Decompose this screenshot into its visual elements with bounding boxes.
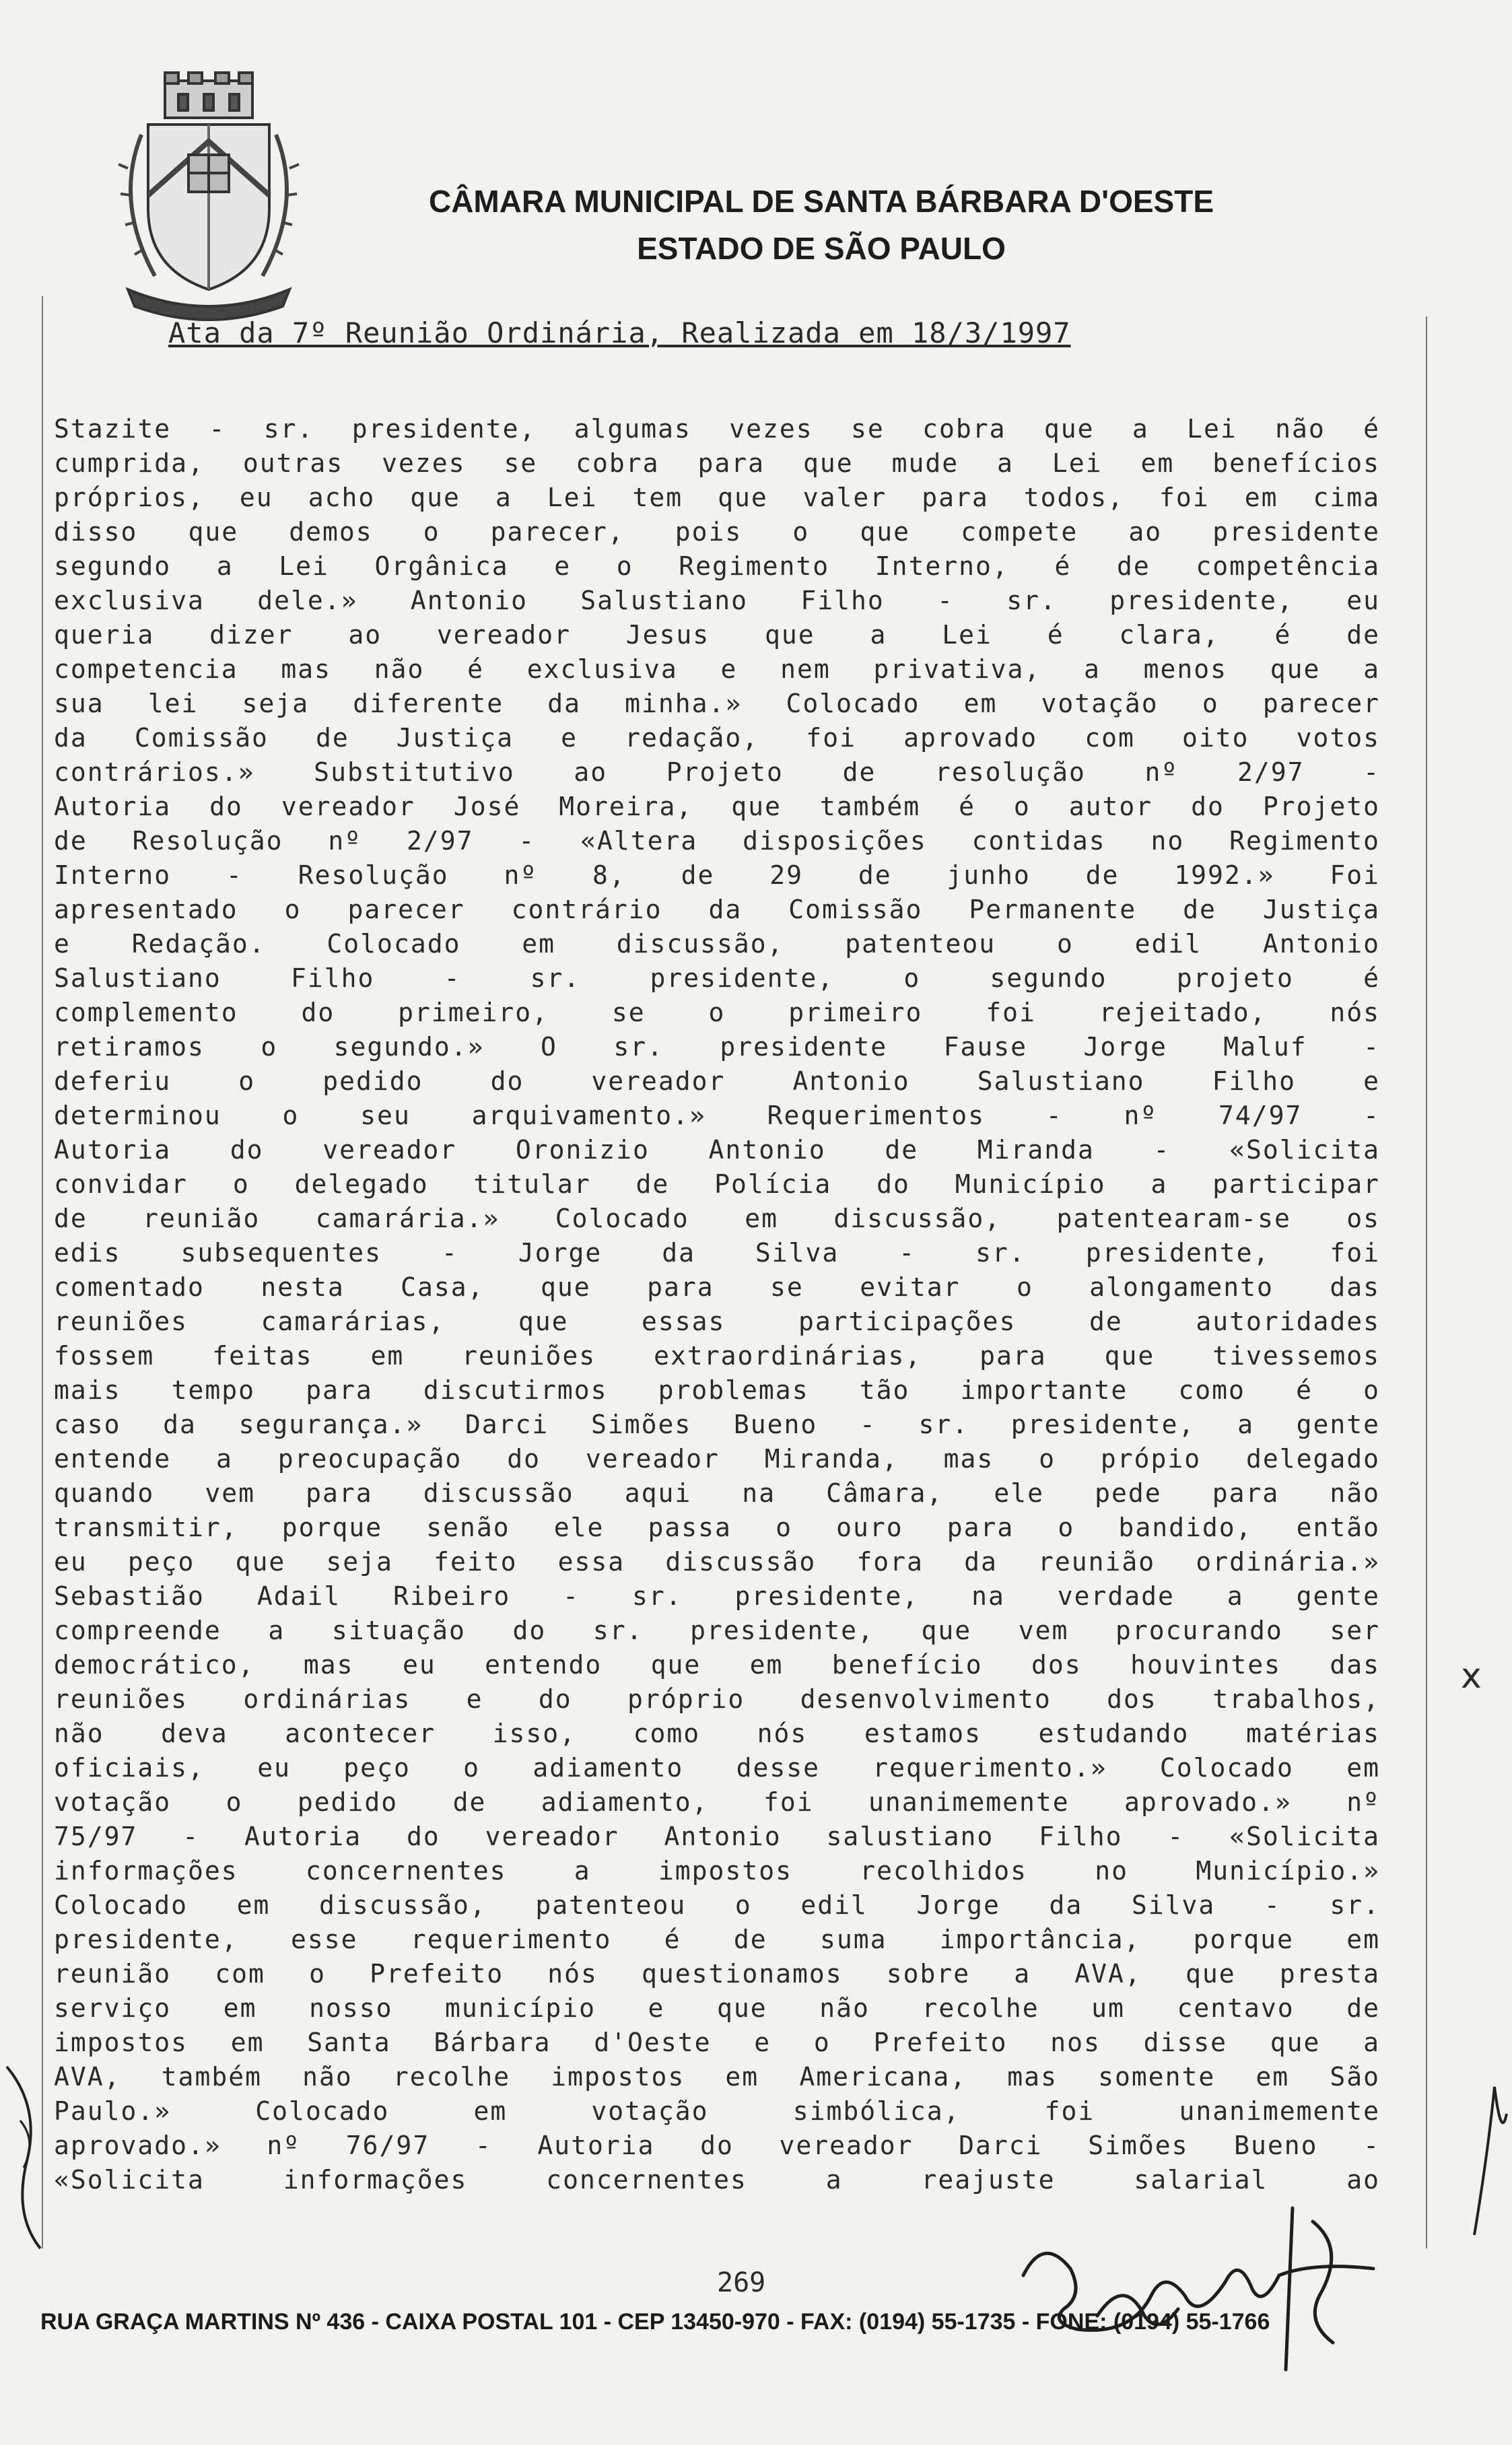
text-line: Paulo.» Colocado em votação simbólica, foi unanimemente <box>54 2096 1380 2126</box>
text-line: quando vem para discussão aqui na Câmara, ele pede para não <box>54 1478 1380 1508</box>
text-line: reuniões camarárias, que essas participações de autoridades <box>54 1307 1380 1336</box>
text-line: Colocado em discussão, patenteou o edil Jorge da Silva - sr. <box>54 1890 1380 1920</box>
text-line: Interno - Resolução nº 8, de 29 de junho de 1992.» Foi <box>54 860 1380 890</box>
text-line: impostos em Santa Bárbara d'Oeste e o Prefeito nos disse que a <box>54 2028 1380 2057</box>
text-line: reunião com o Prefeito nós questionamos sobre a AVA, que presta <box>54 1959 1380 1989</box>
text-line: Autoria do vereador José Moreira, que também é o autor do Projeto <box>54 792 1380 821</box>
left-margin-rule <box>42 296 43 2248</box>
text-line: de reunião camarária.» Colocado em discussão, patentearam-se os <box>54 1204 1380 1233</box>
text-line: comentado nesta Casa, que para se evitar o alongamento das <box>54 1272 1380 1302</box>
text-line: deferiu o pedido do vereador Antonio Salustiano Filho e <box>54 1066 1380 1096</box>
text-line: transmitir, porque senão ele passa o ouro para o bandido, então <box>54 1513 1380 1542</box>
text-line: aprovado.» nº 76/97 - Autoria do vereador Darci Simões Bueno - <box>54 2131 1380 2160</box>
text-line: e Redação. Colocado em discussão, patenteou o edil Antonio <box>54 929 1380 959</box>
text-line: retiramos o segundo.» O sr. presidente Fause Jorge Maluf - <box>54 1032 1380 1062</box>
text-line: convidar o delegado titular de Polícia do Município a participar <box>54 1169 1380 1199</box>
text-line: cumprida, outras vezes se cobra para que mude a Lei em benefícios <box>54 448 1380 478</box>
text-line: competencia mas não é exclusiva e nem privativa, a menos que a <box>54 654 1380 684</box>
text-line: complemento do primeiro, se o primeiro foi rejeitado, nós <box>54 998 1380 1027</box>
text-line: eu peço que seja feito essa discussão fora da reunião ordinária.» <box>54 1547 1380 1577</box>
text-line: informações concernentes a impostos recolhidos no Município.» <box>54 1856 1380 1886</box>
text-line: edis subsequentes - Jorge da Silva - sr. presidente, foi <box>54 1238 1380 1268</box>
text-line: entende a preocupação do vereador Miranda, mas o própio delegado <box>54 1444 1380 1474</box>
text-line: 75/97 - Autoria do vereador Antonio salustiano Filho - «Solicita <box>54 1822 1380 1851</box>
footer-address: RUA GRAÇA MARTINS Nº 436 - CAIXA POSTAL 101 - CEP 13450-970 - FAX: (0194) 55-1735 - FONE: (0194) 55-1766 <box>40 2309 1270 2335</box>
text-line: exclusiva dele.» Antonio Salustiano Filho - sr. presidente, eu <box>54 586 1380 615</box>
text-line: da Comissão de Justiça e redação, foi aprovado com oito votos <box>54 723 1380 753</box>
text-line: democrático, mas eu entendo que em benefício dos houvintes das <box>54 1650 1380 1680</box>
text-line: determinou o seu arquivamento.» Requerimentos - nº 74/97 - <box>54 1101 1380 1130</box>
text-line: de Resolução nº 2/97 - «Altera disposições contidas no Regimento <box>54 826 1380 856</box>
right-margin-rule <box>1426 316 1427 2248</box>
right-margin-signature <box>1468 2073 1512 2242</box>
margin-x-mark: x <box>1461 1656 1482 1696</box>
left-margin-signature <box>0 2053 54 2255</box>
text-line: segundo a Lei Orgânica e o Regimento Interno, é de competência <box>54 551 1380 581</box>
text-line: apresentado o parecer contrário da Comissão Permanente de Justiça <box>54 895 1380 924</box>
handwritten-signatures <box>996 2195 1400 2383</box>
minutes-title: Ata da 7º Reunião Ordinária, Realizada em 18/3/1997 <box>168 316 1071 349</box>
text-line: Stazite - sr. presidente, algumas vezes se cobra que a Lei não é <box>54 414 1380 444</box>
text-line: mais tempo para discutirmos problemas tão importante como é o <box>54 1375 1380 1405</box>
text-line: Autoria do vereador Oronizio Antonio de Miranda - «Solicita <box>54 1135 1380 1165</box>
text-line: serviço em nosso município e que não recolhe um centavo de <box>54 1993 1380 2023</box>
text-line: compreende a situação do sr. presidente, que vem procurando ser <box>54 1616 1380 1645</box>
page-number: 269 <box>717 2267 766 2298</box>
text-line: AVA, também não recolhe impostos em Americana, mas somente em São <box>54 2062 1380 2092</box>
text-line: votação o pedido de adiamento, foi unanimemente aprovado.» nº <box>54 1787 1380 1817</box>
text-line: caso da segurança.» Darci Simões Bueno - sr. presidente, a gente <box>54 1410 1380 1439</box>
text-line: «Solicita informações concernentes a reajuste salarial ao <box>54 2165 1380 2195</box>
text-line: Sebastião Adail Ribeiro - sr. presidente, na verdade a gente <box>54 1581 1380 1611</box>
text-line: oficiais, eu peço o adiamento desse requerimento.» Colocado em <box>54 1753 1380 1783</box>
text-line: Salustiano Filho - sr. presidente, o segundo projeto é <box>54 963 1380 993</box>
text-line: disso que demos o parecer, pois o que compete ao presidente <box>54 517 1380 547</box>
text-line: reuniões ordinárias e do próprio desenvolvimento dos trabalhos, <box>54 1684 1380 1714</box>
text-line: presidente, esse requerimento é de suma importância, porque em <box>54 1925 1380 1954</box>
text-line: próprios, eu acho que a Lei tem que valer para todos, foi em cima <box>54 483 1380 512</box>
state-name-heading: ESTADO DE SÃO PAULO <box>637 231 1006 266</box>
minutes-body <box>54 412 1380 2197</box>
chamber-name-heading: CÂMARA MUNICIPAL DE SANTA BÁRBARA D'OESTE <box>428 184 1214 219</box>
text-line: sua lei seja diferente da minha.» Colocado em votação o parecer <box>54 689 1380 718</box>
text-line: fossem feitas em reuniões extraordinárias, para que tivessemos <box>54 1341 1380 1371</box>
text-line: não deva acontecer isso, como nós estamos estudando matérias <box>54 1719 1380 1748</box>
text-line: contrários.» Substitutivo ao Projeto de resolução nº 2/97 - <box>54 757 1380 787</box>
text-line: queria dizer ao vereador Jesus que a Lei é clara, é de <box>54 620 1380 650</box>
